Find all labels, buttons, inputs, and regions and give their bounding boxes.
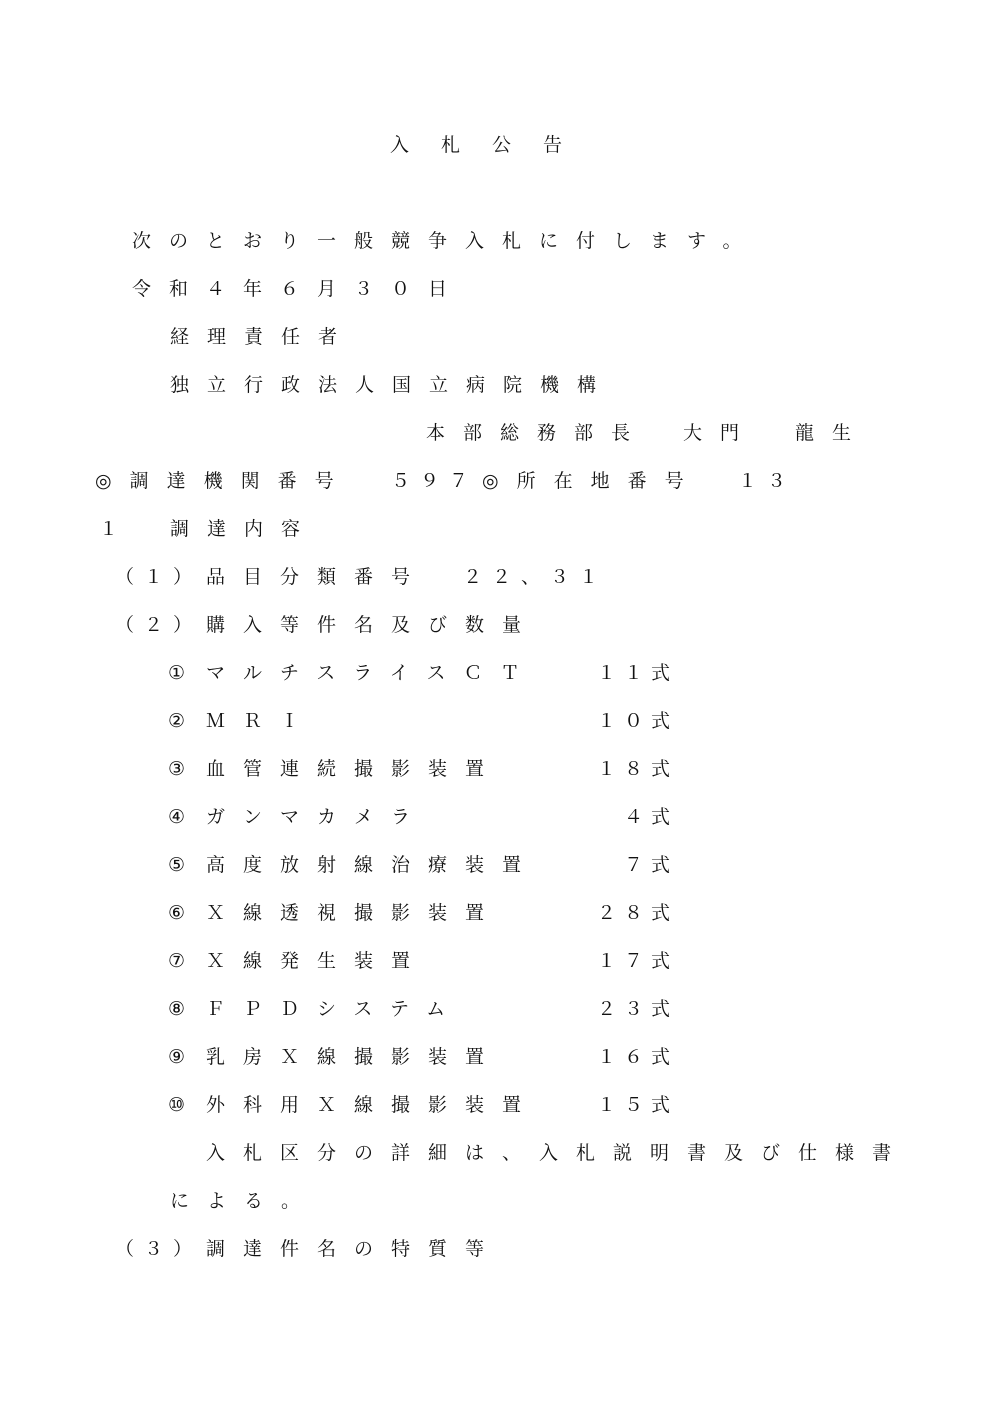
officer-role: 経理責任者 [170,326,356,348]
officer-family-name: 大門 [683,422,758,444]
agency-code-label: ◎調達機関番号 [95,470,352,492]
item-mark: ⑨ [168,1046,204,1068]
officer-dept: 本部総務部長 [426,422,649,444]
item-name: Ｘ線透視撮影装置 [206,902,503,924]
item-name: Ｘ線発生装置 [206,950,429,972]
item-mark: ⑩ [168,1094,204,1116]
location-code-value: １３ [738,470,797,492]
item-quantity: １７式 [596,950,678,972]
item-name: マルチスライスＣＴ [206,662,538,684]
item-mark: ⑥ [168,902,204,924]
sub3-number: （３） [115,1238,203,1260]
item-quantity: ２３式 [596,998,678,1020]
item-mark: ⑧ [168,998,204,1020]
item-name: 高度放射線治療装置 [206,854,540,876]
section1-number: １ [99,518,137,540]
item-quantity: １１式 [596,662,678,684]
item-quantity: １６式 [596,1046,678,1068]
item-name: ＭＲＩ [206,710,318,732]
item-name: ガンマカメラ [206,806,429,828]
sub1-value: ２２、３１ [463,566,609,588]
item-quantity: ２８式 [596,902,678,924]
item-quantity: １０式 [596,710,678,732]
sub2-note-line2: による。 [170,1190,319,1212]
item-mark: ⑦ [168,950,204,972]
sub2-label: 購入等件名及び数量 [206,614,540,636]
sub1-number: （１） [115,566,203,588]
officer-given-name: 龍生 [795,422,870,444]
item-mark: ④ [168,806,204,828]
agency-code-value: ５９７ [391,470,479,492]
item-name: 外科用Ｘ線撮影装置 [206,1094,540,1116]
item-quantity: １８式 [596,758,678,780]
item-mark: ① [168,662,204,684]
item-quantity: ７式 [623,854,678,876]
item-name: 乳房Ｘ線撮影装置 [206,1046,503,1068]
sub1-label: 品目分類番号 [206,566,429,588]
document-title: 入札公告 [390,134,595,156]
item-mark: ③ [168,758,204,780]
officer-org: 独立行政法人国立病院機構 [170,374,615,396]
item-quantity: １５式 [596,1094,678,1116]
item-mark: ⑤ [168,854,204,876]
section1-heading: 調達内容 [170,518,319,540]
item-quantity: ４式 [623,806,678,828]
sub3-label: 調達件名の特質等 [206,1238,503,1260]
sub2-number: （２） [115,614,203,636]
item-name: ＦＰＤシステム [206,998,464,1020]
intro-text: 次のとおり一般競争入札に付します。 [132,230,760,252]
item-mark: ② [168,710,204,732]
location-code-label: ◎所在地番号 [482,470,702,492]
item-name: 血管連続撮影装置 [206,758,503,780]
notice-date: 令和４年６月３０日 [132,278,466,300]
sub2-note-line1: 入札区分の詳細は、入札説明書及び仕様書 [206,1142,910,1164]
